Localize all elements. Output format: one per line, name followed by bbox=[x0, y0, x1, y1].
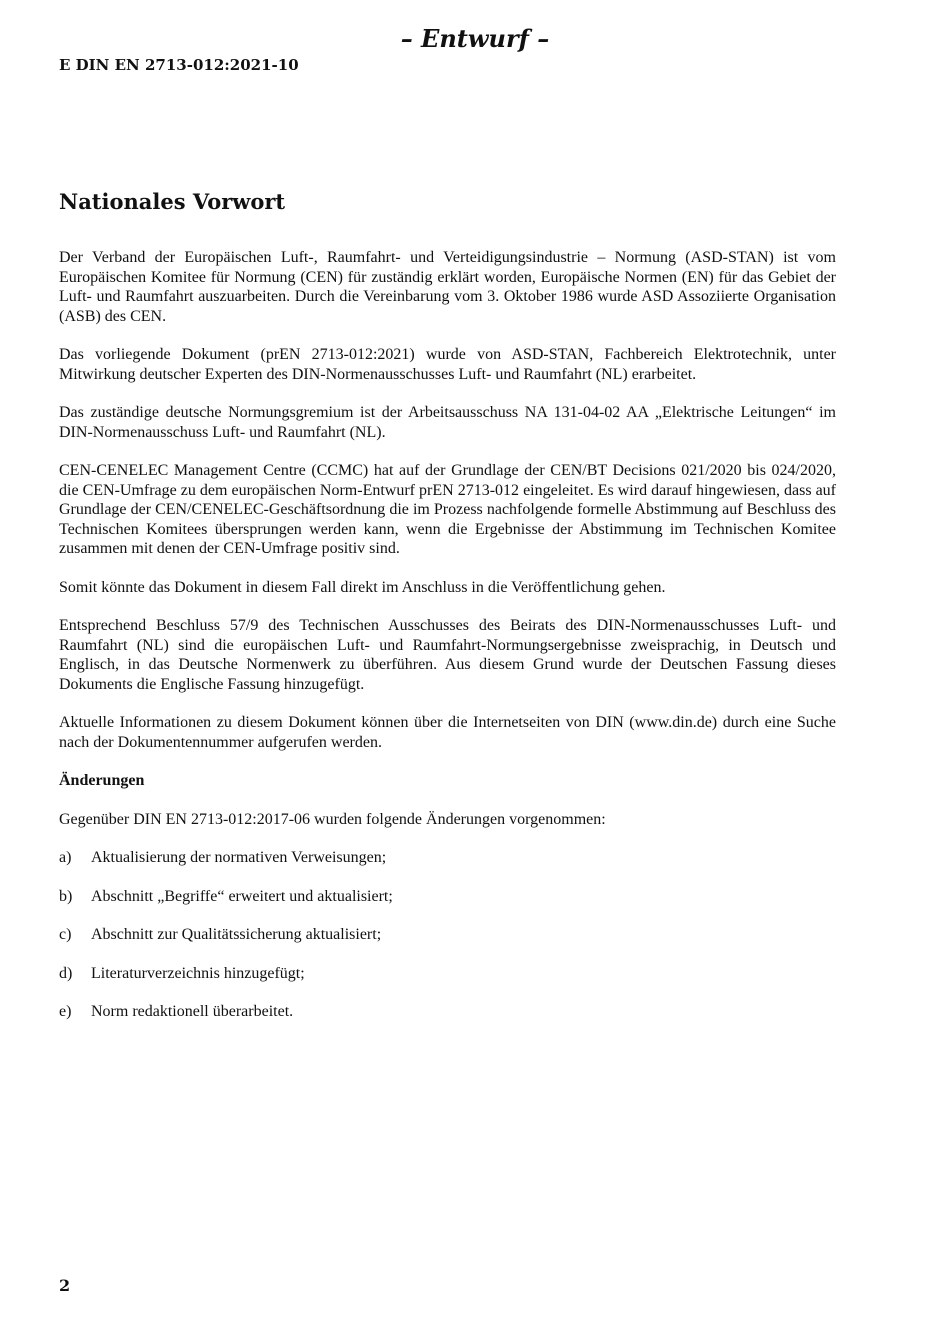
paragraph: CEN-CENELEC Management Centre (CCMC) hat auf der Grundlage der CEN/BT Decisions 021/2020 bis 024/2020, die CEN-Umfrage zu dem europäischen Norm-Entwurf prEN 2713-012 eingeleitet. Es wird darauf hingewiesen, dass auf Grundlage der CEN/CENELEC-Geschäftsordnung die im Prozess nachfolgende formelle Abstimmung auf Beschluss des Technischen Komitees übersprungen werden kann, wenn die Ergebnisse der Abstimmung im Technischen Komitee zusammen mit denen der CEN-Umfrage positiv sind. bbox=[59, 462, 836, 557]
list-item bbox=[59, 848, 836, 868]
paragraph: Somit könnte das Dokument in diesem Fall direkt im Anschluss in die Veröffentlichung gehen. bbox=[59, 578, 666, 596]
list-marker: d) bbox=[59, 964, 73, 982]
list-text: Aktualisierung der normativen Verweisungen; bbox=[91, 849, 387, 866]
list-item bbox=[59, 964, 836, 984]
list-text: Abschnitt „Begriffe“ erweitert und aktualisiert; bbox=[91, 887, 393, 905]
list-marker: c) bbox=[59, 926, 72, 943]
list-marker: a) bbox=[59, 849, 72, 866]
paragraph: Aktuelle Informationen zu diesem Dokument können über die Internetseiten von DIN (www.din.de) durch eine Suche nach der Dokumentennummer aufgerufen werden. bbox=[59, 714, 836, 751]
list-text: Literaturverzeichnis hinzugefügt; bbox=[91, 964, 305, 982]
list-text: Abschnitt zur Qualitätssicherung aktualisiert; bbox=[91, 926, 382, 943]
foreword-section bbox=[59, 186, 836, 1041]
list-marker: b) bbox=[59, 887, 73, 905]
section-title: Nationales Vorwort bbox=[59, 189, 286, 214]
list-item bbox=[59, 925, 836, 945]
list-text: Norm redaktionell überarbeitet. bbox=[91, 1003, 294, 1020]
paragraph: Das vorliegende Dokument (prEN 2713-012:2021) wurde von ASD-STAN, Fachbereich Elektrotechnik, unter Mitwirkung deutscher Experten des DIN-Normenausschusses Luft- und Raumfahrt (NL) erarbeitet. bbox=[59, 346, 836, 383]
list-item bbox=[59, 887, 836, 907]
list-marker: e) bbox=[59, 1003, 72, 1020]
paragraph: Entsprechend Beschluss 57/9 des Technischen Ausschusses des Beirats des DIN-Normenausschusses Luft- und Raumfahrt (NL) sind die europäischen Luft- und Raumfahrt-Normungsergebnisse zweisprachig, in Deutsch und Englisch, in das Deutsche Normenwerk zu überführen. Aus diesem Grund wurde der Deutschen Fassung dieses Dokuments die Englische Fassung hinzugefügt. bbox=[59, 617, 836, 693]
list-item bbox=[59, 1002, 836, 1022]
page-number: 2 bbox=[59, 1276, 71, 1295]
paragraph: Das zuständige deutsche Normungsgremium ist der Arbeitsausschuss NA 131-04-02 AA „Elektrische Leitungen“ im DIN-Normenausschuss Luft- und Raumfahrt (NL). bbox=[59, 404, 836, 441]
draft-mark: – Entwurf – bbox=[400, 24, 550, 53]
changes-intro: Gegenüber DIN EN 2713-012:2017-06 wurden folgende Änderungen vorgenommen: bbox=[59, 810, 606, 828]
changes-list bbox=[59, 848, 836, 1022]
document-id: E DIN EN 2713-012:2021-10 bbox=[59, 56, 299, 74]
paragraph: Der Verband der Europäischen Luft-, Raumfahrt- und Verteidigungsindustrie – Normung (ASD-STAN) ist vom Europäischen Komitee für Normung (CEN) für zuständig erklärt worden, Europäische Normen (EN) für das Gebiet der Luft- und Raumfahrt auszuarbeiten. Durch die Vereinbarung vom 3. Oktober 1986 wurde ASD Assoziierte Organisation (ASB) des CEN. bbox=[59, 249, 836, 325]
changes-heading: Änderungen bbox=[59, 772, 145, 789]
